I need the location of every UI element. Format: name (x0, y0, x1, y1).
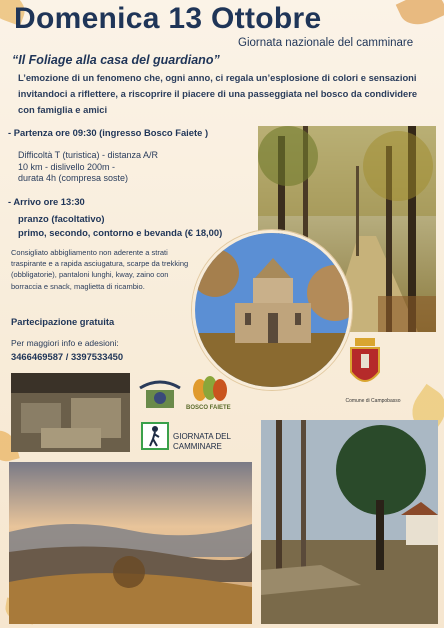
clothing-advice: Consigliato abbigliamento non aderente a strati traspirante e a rapida asciugatura, scarpe da trekking (obbligatorie), pantaloni lunghi, kway, zaino con borraccia e snack, maglietta di ricambio. (11, 248, 189, 291)
giornata-logo-text (173, 432, 231, 452)
comune-caption: Comune di Campobasso (345, 398, 401, 404)
intro-text: L’emozione di un fenomeno che, ogni anno, ci regala un’esplosione di colori e sensazioni invitandoci a riflettere, a riscoprire il piacere di una passeggiata nel bosco da condividere con famiglia e amici (18, 72, 418, 115)
participation-note: Partecipazione gratuita (11, 316, 115, 327)
detail-line: 10 km - dislivello 200m - (18, 161, 116, 172)
detail-line: durata 4h (compresa soste) (18, 173, 129, 183)
page-title: Domenica 13 Ottobre (14, 2, 322, 35)
guardian-house-photo (192, 230, 352, 390)
giornata-line-1: GIORNATA DEL (173, 432, 231, 441)
lunch-menu: primo, secondo, contorno e bevanda (€ 18,00) (18, 227, 223, 238)
comune-coat-of-arms (347, 336, 383, 392)
decorative-leaf (396, 0, 444, 32)
landscape-sunset-photo (9, 462, 252, 624)
bosco-faiete-label: BOSCO FAIETE (186, 405, 231, 411)
archaeological-site-photo (11, 373, 130, 452)
lunch-label: pranzo (facoltativo) (18, 213, 105, 224)
departure-details (18, 150, 158, 185)
event-name: “Il Foliage alla casa del guardiano” (12, 53, 220, 67)
contacts-phones: 3466469587 / 3397533450 (11, 351, 124, 362)
contacts-label: Per maggiori info e adesioni: (11, 338, 119, 348)
giornata-line-2: CAMMINARE (173, 442, 222, 451)
page-subtitle: Giornata nazionale del camminare (238, 37, 414, 49)
walking-person-icon (141, 422, 169, 450)
arrival-heading: - Arrivo ore 13:30 (8, 196, 85, 207)
detail-line: Difficoltà T (turistica) - distanza A/R (18, 150, 159, 160)
forest-house-photo (261, 420, 438, 624)
club-logo (136, 378, 184, 416)
departure-heading: - Partenza ore 09:30 (ingresso Bosco Faiete ) (8, 127, 209, 138)
bosco-faiete-logo (190, 376, 230, 406)
